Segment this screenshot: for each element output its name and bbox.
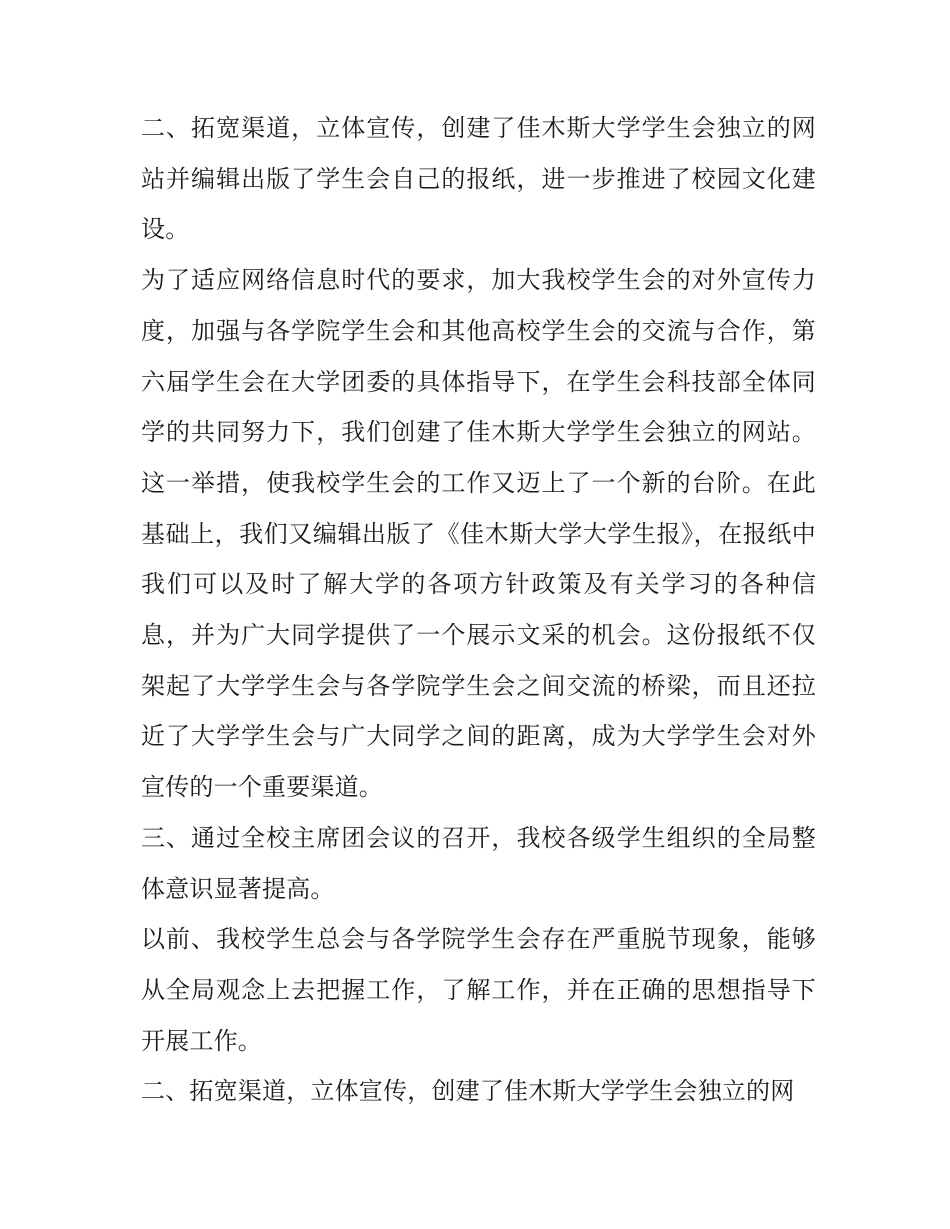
paragraph-website-newspaper: 为了适应网络信息时代的要求，加大我校学生会的对外宣传力度，加强与各学院学生会和其他高校学生会的交流与合作，第六届学生会在大学团委的具体指导下，在学生会科技部全体同学的共同努力下，我们创建了佳木斯大学学生会独立的网站。这一举措，使我校学生会的工作又迈上了一个新的台阶。在此基础上，我们又编辑出版了《佳木斯大学大学生报》，在报纸中我们可以及时了解大学的各项方针政策及有关学习的各种信息，并为广大同学提供了一个展示文采的机会。这份报纸不仅架起了大学学生会与各学院学生会之间交流的桥梁，而且还拉近了大学学生会与广大同学之间的距离，成为大学学生会对外宣传的一个重要渠道。 [141,266,816,802]
paragraph-section-two-repeat: 二、拓宽渠道，立体宣传，创建了佳木斯大学学生会独立的网 [141,1077,795,1106]
paragraph-previous-situation: 以前、我校学生总会与各学院学生会存在严重脱节现象，能够从全局观念上去把握工作，了解工作，并在正确的思想指导下开展工作。 [141,925,816,1055]
paragraph-section-two-heading: 二、拓宽渠道，立体宣传，创建了佳木斯大学学生会独立的网站并编辑出版了学生会自己的报纸，进一步推进了校园文化建设。 [141,114,816,244]
document-body [141,103,816,1117]
paragraph-section-three-heading: 三、通过全校主席团会议的召开，我校各级学生组织的全局整体意识显著提高。 [141,823,816,903]
